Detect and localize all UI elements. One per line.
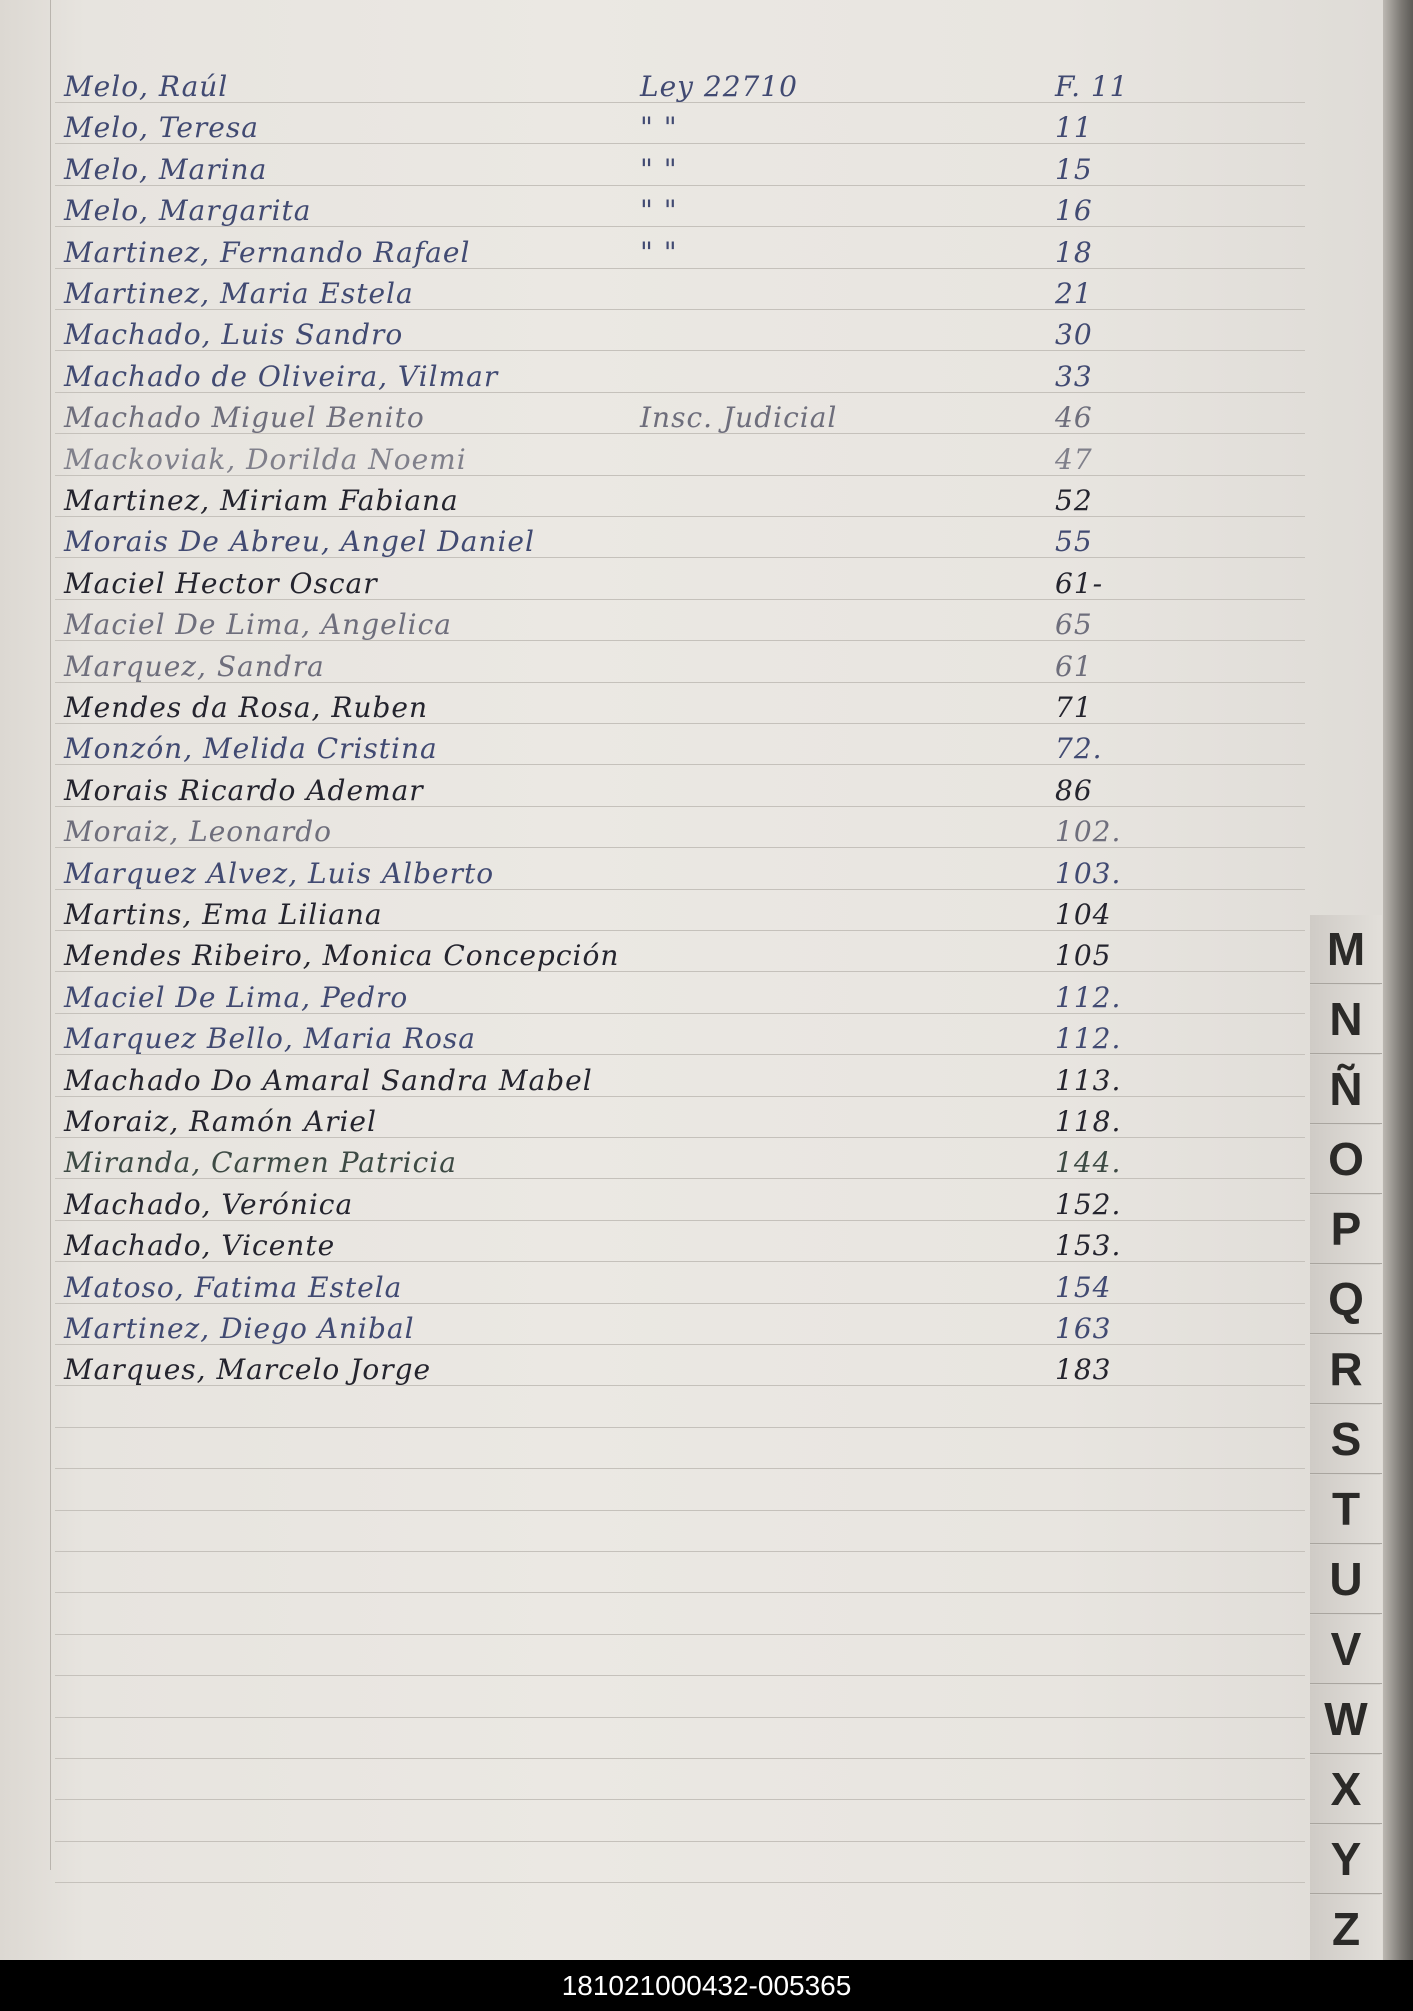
index-tab[interactable] xyxy=(1310,1125,1382,1194)
index-tab[interactable] xyxy=(1310,1755,1382,1824)
entry-folio: 47 xyxy=(1055,443,1093,476)
entry-folio: 16 xyxy=(1055,194,1093,227)
entry-name: Martinez, Diego Anibal xyxy=(64,1312,415,1345)
entry-folio: 46 xyxy=(1055,401,1093,434)
index-tab[interactable] xyxy=(1310,1195,1382,1264)
entry-folio: 72. xyxy=(1055,732,1103,765)
entry-name: Martins, Ema Liliana xyxy=(64,898,383,931)
index-tab-letter: Z xyxy=(1331,1903,1361,1955)
entry-folio: 30 xyxy=(1055,318,1093,351)
list-item xyxy=(0,525,1413,565)
entry-folio: F. 11 xyxy=(1055,70,1129,103)
entry-folio: 154 xyxy=(1055,1271,1112,1304)
entry-note: " " xyxy=(640,153,678,186)
ruled-line xyxy=(55,1468,1305,1469)
ruled-line xyxy=(55,1510,1305,1511)
list-item xyxy=(0,650,1413,690)
index-tab[interactable] xyxy=(1310,915,1382,984)
list-item xyxy=(0,1064,1413,1104)
entry-name: Maciel De Lima, Pedro xyxy=(64,981,409,1014)
list-item xyxy=(0,774,1413,814)
entry-folio: 15 xyxy=(1055,153,1093,186)
ruled-line xyxy=(55,1758,1305,1759)
entry-folio: 112. xyxy=(1055,1022,1122,1055)
entry-name: Mendes Ribeiro, Monica Concepción xyxy=(64,939,620,972)
entry-name: Morais De Abreu, Angel Daniel xyxy=(64,525,535,558)
entry-folio: 105 xyxy=(1055,939,1112,972)
entry-folio: 71 xyxy=(1055,691,1093,724)
entry-folio: 152. xyxy=(1055,1188,1122,1221)
index-tab[interactable] xyxy=(1310,1545,1382,1614)
entry-note: Ley 22710 xyxy=(640,70,798,103)
entry-name: Machado Do Amaral Sandra Mabel xyxy=(64,1064,593,1097)
entry-note: " " xyxy=(640,111,678,144)
entry-folio: 52 xyxy=(1055,484,1093,517)
list-item xyxy=(0,1271,1413,1311)
entry-name: Maciel Hector Oscar xyxy=(64,567,378,600)
entry-folio: 11 xyxy=(1055,111,1093,144)
entry-name: Marques, Marcelo Jorge xyxy=(64,1353,432,1386)
list-item xyxy=(0,1105,1413,1145)
entry-name: Moraiz, Leonardo xyxy=(64,815,333,848)
entry-name: Marquez Bello, Maria Rosa xyxy=(64,1022,476,1055)
entry-name: Machado Miguel Benito xyxy=(64,401,425,434)
entry-name: Melo, Margarita xyxy=(64,194,312,227)
list-item xyxy=(0,236,1413,276)
entry-name: Marquez Alvez, Luis Alberto xyxy=(64,857,495,890)
ruled-line xyxy=(55,1717,1305,1718)
list-item xyxy=(0,70,1413,110)
entry-name: Machado, Vicente xyxy=(64,1229,336,1262)
list-item xyxy=(0,898,1413,938)
index-tab-letter: T xyxy=(1331,1483,1361,1535)
entry-folio: 103. xyxy=(1055,857,1122,890)
list-item xyxy=(0,1188,1413,1228)
book-binding xyxy=(1383,0,1413,1960)
index-tab[interactable] xyxy=(1310,1335,1382,1404)
entry-folio: 86 xyxy=(1055,774,1093,807)
entry-name: Matoso, Fatima Estela xyxy=(64,1271,403,1304)
entry-name: Marquez, Sandra xyxy=(64,650,325,683)
list-item xyxy=(0,484,1413,524)
list-item xyxy=(0,277,1413,317)
entry-folio: 61 xyxy=(1055,650,1093,683)
list-item xyxy=(0,1353,1413,1393)
index-tab-letter: O xyxy=(1328,1133,1364,1185)
index-tab-letter: R xyxy=(1329,1343,1363,1395)
ruled-line xyxy=(55,1592,1305,1593)
entry-note: Insc. Judicial xyxy=(640,401,838,434)
list-item xyxy=(0,1146,1413,1186)
entry-name: Martinez, Miriam Fabiana xyxy=(64,484,459,517)
entry-name: Mendes da Rosa, Ruben xyxy=(64,691,428,724)
index-tab-letter: P xyxy=(1330,1203,1362,1255)
alphabet-index-tabs xyxy=(1310,915,1380,1960)
list-item xyxy=(0,194,1413,234)
entry-name: Martinez, Maria Estela xyxy=(64,277,414,310)
list-item xyxy=(0,111,1413,151)
entry-folio: 144. xyxy=(1055,1146,1122,1179)
entry-name: Melo, Raúl xyxy=(64,70,229,103)
entry-name: Morais Ricardo Ademar xyxy=(64,774,424,807)
index-tab[interactable] xyxy=(1310,1405,1382,1474)
index-tab-letter: Y xyxy=(1330,1833,1362,1885)
entry-name: Mackoviak, Dorilda Noemi xyxy=(64,443,467,476)
index-tab-letter: M xyxy=(1326,923,1366,975)
entry-folio: 65 xyxy=(1055,608,1093,641)
list-item xyxy=(0,1022,1413,1062)
entry-note: " " xyxy=(640,194,678,227)
index-tab-letter: Q xyxy=(1328,1273,1364,1325)
entry-folio: 33 xyxy=(1055,360,1093,393)
index-tab[interactable] xyxy=(1310,1475,1382,1544)
entry-folio: 153. xyxy=(1055,1229,1122,1262)
entry-folio: 18 xyxy=(1055,236,1093,269)
index-tab[interactable] xyxy=(1310,1265,1382,1334)
index-tab-letter: W xyxy=(1324,1693,1368,1745)
index-tab-letter: V xyxy=(1330,1623,1362,1675)
entry-name: Moraiz, Ramón Ariel xyxy=(64,1105,377,1138)
index-tab[interactable] xyxy=(1310,1615,1382,1684)
index-tab-letter: Ñ xyxy=(1329,1063,1363,1115)
scan-footer xyxy=(0,1960,1413,2011)
list-item xyxy=(0,360,1413,400)
entry-folio: 104 xyxy=(1055,898,1112,931)
ruled-line xyxy=(55,1841,1305,1842)
index-tab[interactable] xyxy=(1310,1825,1382,1894)
entry-name: Maciel De Lima, Angelica xyxy=(64,608,452,641)
list-item xyxy=(0,443,1413,483)
index-tab[interactable] xyxy=(1310,1895,1382,1964)
list-item xyxy=(0,857,1413,897)
ruled-line xyxy=(55,1675,1305,1676)
list-item xyxy=(0,691,1413,731)
entry-folio: 183 xyxy=(1055,1353,1112,1386)
index-tab-letter: S xyxy=(1330,1413,1362,1465)
entry-name: Machado, Luis Sandro xyxy=(64,318,404,351)
list-item xyxy=(0,815,1413,855)
ruled-line xyxy=(55,1634,1305,1635)
ruled-line xyxy=(55,1799,1305,1800)
list-item xyxy=(0,1312,1413,1352)
index-tab[interactable] xyxy=(1310,985,1382,1054)
index-tab-letter: X xyxy=(1330,1763,1362,1815)
index-tab-letter: U xyxy=(1329,1553,1363,1605)
ruled-line xyxy=(55,1551,1305,1552)
entry-name: Melo, Marina xyxy=(64,153,268,186)
entry-folio: 113. xyxy=(1055,1064,1122,1097)
list-item xyxy=(0,939,1413,979)
list-item xyxy=(0,1229,1413,1269)
entry-folio: 118. xyxy=(1055,1105,1122,1138)
entry-name: Monzón, Melida Cristina xyxy=(64,732,438,765)
index-tab[interactable] xyxy=(1310,1685,1382,1754)
list-item xyxy=(0,401,1413,441)
entry-folio: 55 xyxy=(1055,525,1093,558)
index-tab[interactable] xyxy=(1310,1055,1382,1124)
entry-name: Machado de Oliveira, Vilmar xyxy=(64,360,499,393)
entry-name: Miranda, Carmen Patricia xyxy=(64,1146,457,1179)
ruled-line xyxy=(55,1427,1305,1428)
index-tab-letter: N xyxy=(1329,993,1363,1045)
entry-folio: 102. xyxy=(1055,815,1122,848)
list-item xyxy=(0,153,1413,193)
entry-folio: 163 xyxy=(1055,1312,1112,1345)
list-item xyxy=(0,981,1413,1021)
entry-name: Martinez, Fernando Rafael xyxy=(64,236,471,269)
list-item xyxy=(0,567,1413,607)
entry-folio: 112. xyxy=(1055,981,1122,1014)
scan-identifier: 181021000432-005365 xyxy=(561,1970,852,2001)
entry-folio: 21 xyxy=(1055,277,1093,310)
entry-note: " " xyxy=(640,236,678,269)
list-item xyxy=(0,608,1413,648)
list-item xyxy=(0,318,1413,358)
entry-name: Machado, Verónica xyxy=(64,1188,354,1221)
entry-name: Melo, Teresa xyxy=(64,111,259,144)
list-item xyxy=(0,732,1413,772)
ruled-line xyxy=(55,1882,1305,1883)
entry-folio: 61- xyxy=(1055,567,1104,600)
